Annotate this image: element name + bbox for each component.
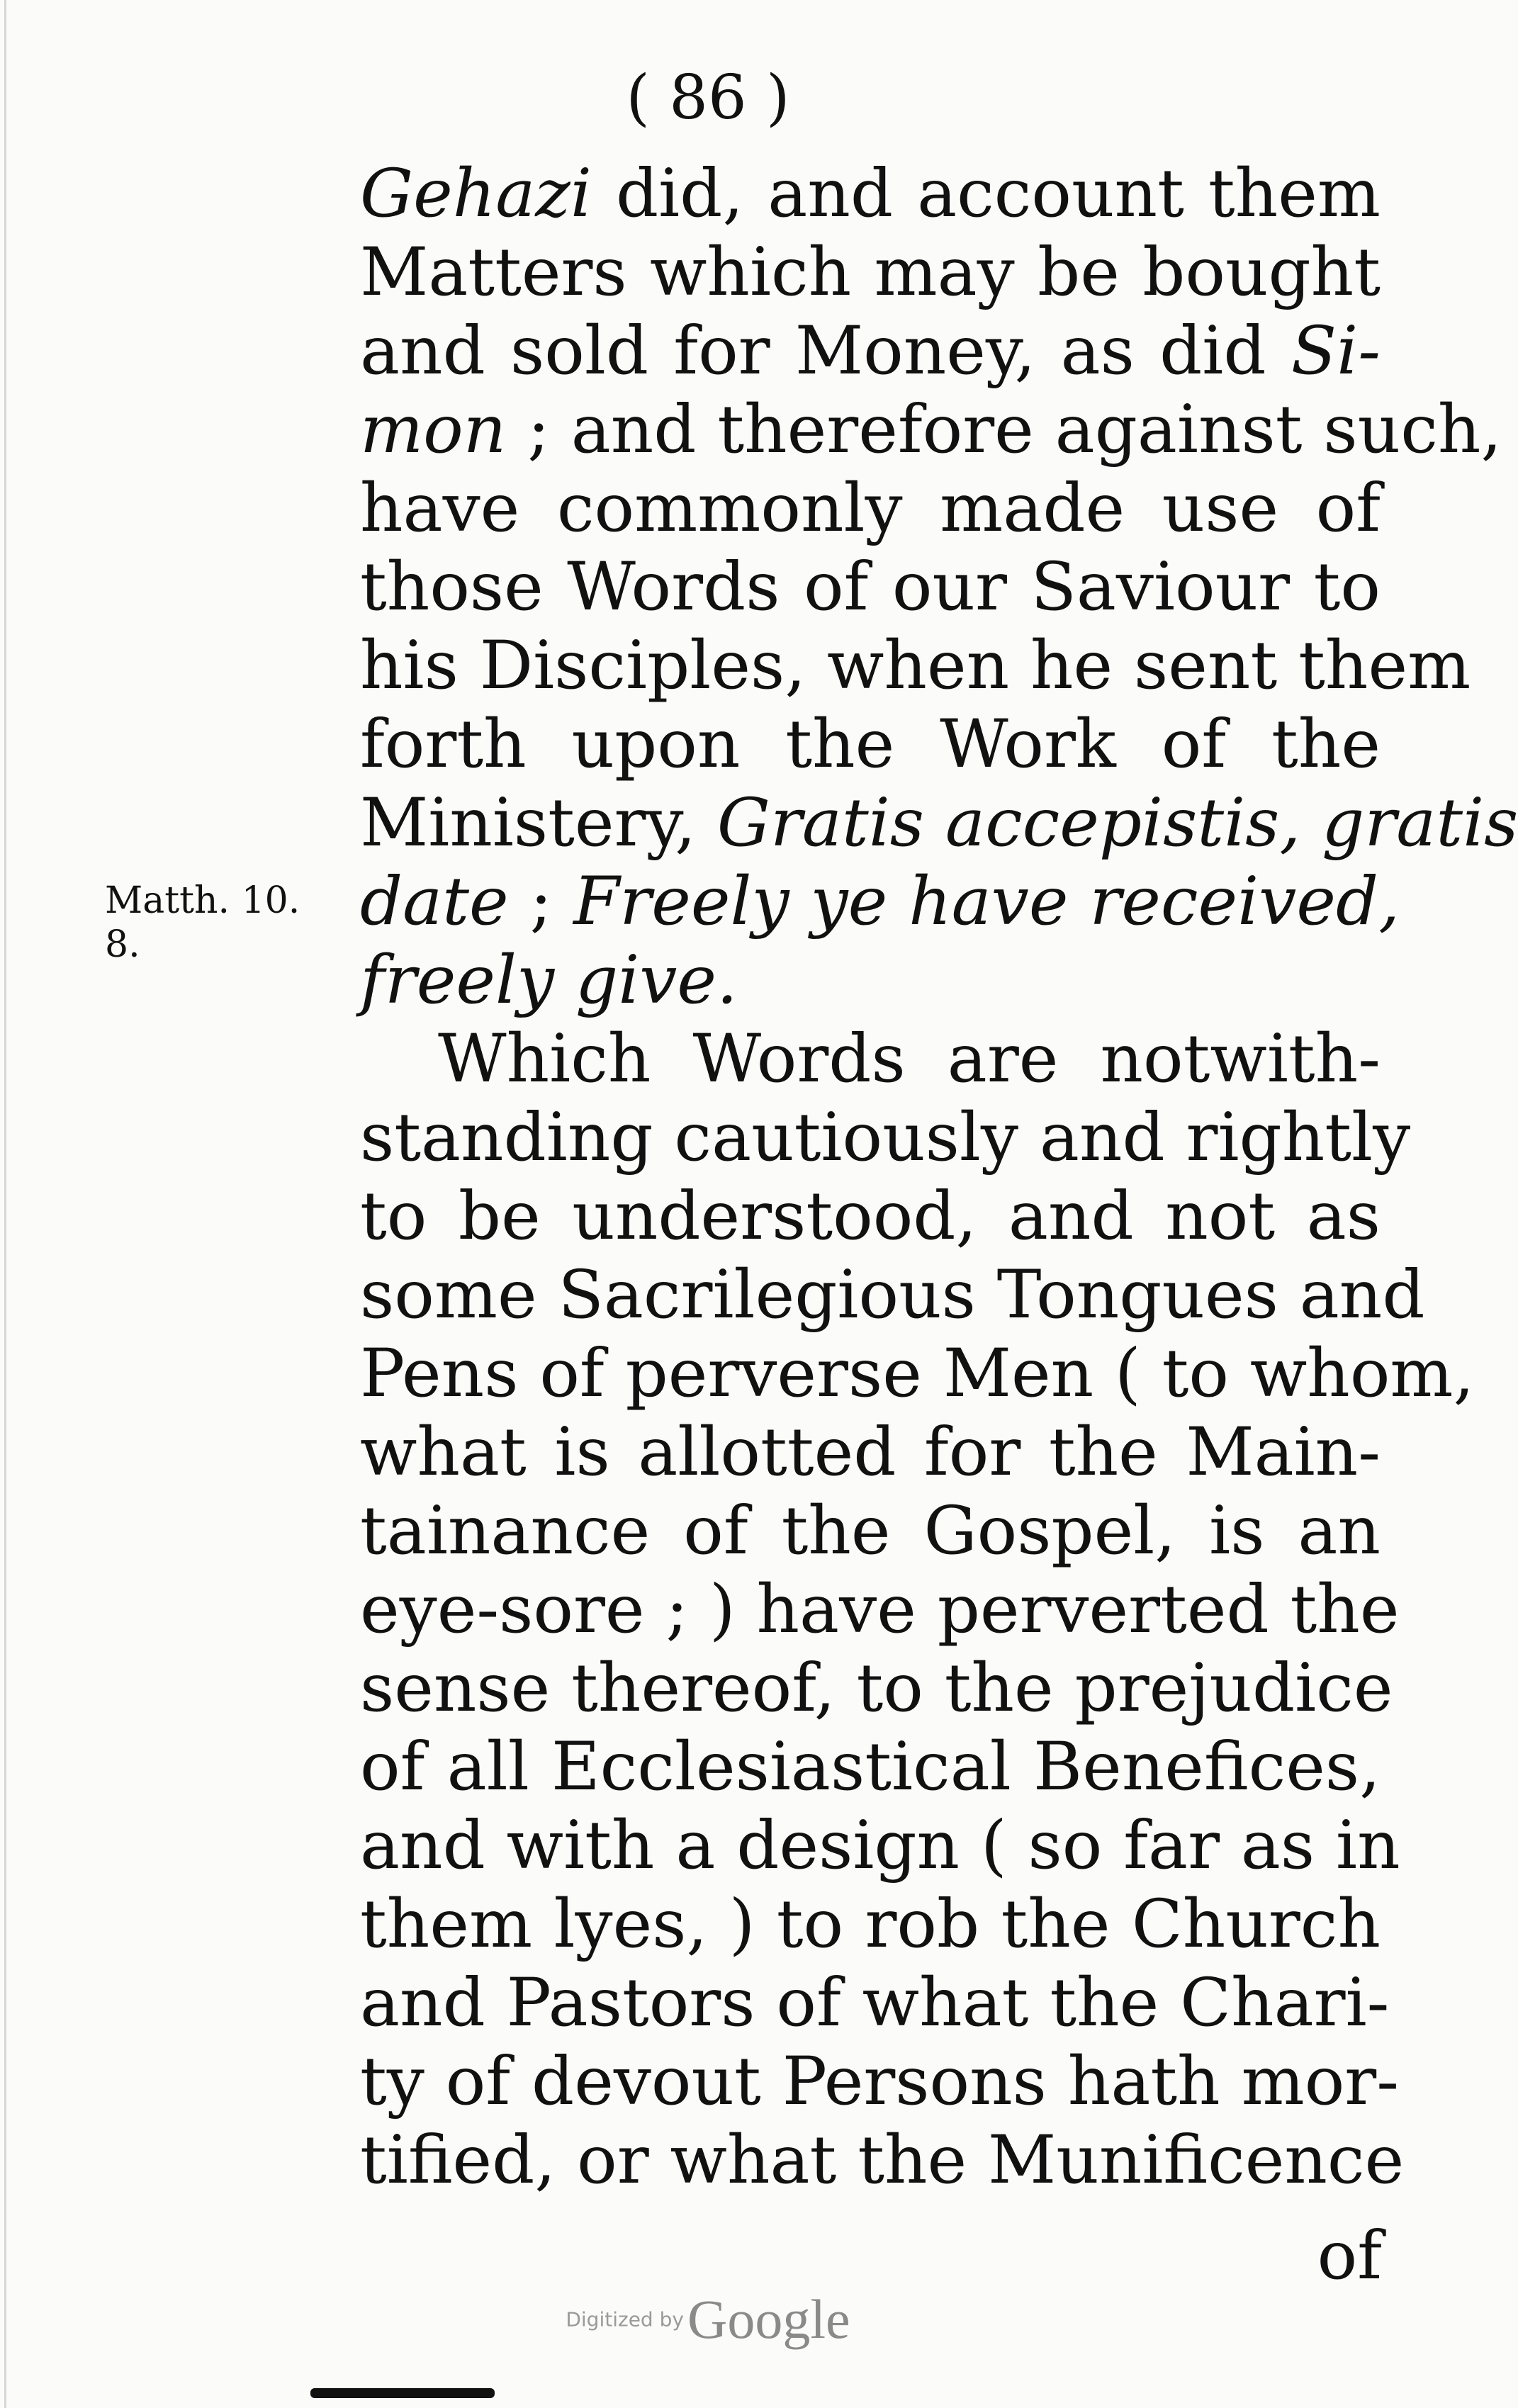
text-line — [360, 862, 1400, 941]
text-line — [360, 705, 1381, 784]
text-run: eye-sore ; ) have perverted the — [360, 1571, 1400, 1648]
text-run: to be understood, and not as — [360, 1178, 1381, 1255]
italic-text: Gehazi — [360, 155, 592, 232]
page-number: ( 86 ) — [626, 62, 790, 133]
text-run: ; — [508, 863, 574, 940]
text-run: standing cautiously and rightly — [360, 1099, 1411, 1176]
text-run: Matters which may be bought — [360, 234, 1381, 311]
text-line — [360, 1256, 1425, 1334]
text-line — [360, 1728, 1381, 1806]
italic-text: freely give. — [360, 942, 738, 1019]
text-run: what is allotted for the Main- — [360, 1414, 1381, 1491]
text-line — [360, 469, 1381, 548]
text-line — [360, 1098, 1411, 1177]
text-line — [360, 1177, 1381, 1256]
text-line — [360, 941, 1381, 1020]
text-run: sense thereof, to the prejudice — [360, 1650, 1393, 1727]
text-run: Which Words are notwith- — [438, 1020, 1381, 1098]
text-run: did, and account them — [591, 155, 1381, 232]
margin-note-verse: 8. — [105, 923, 140, 966]
text-run: and sold for Money, as did — [360, 313, 1291, 390]
italic-text: Gratis accepistis, gratis — [716, 784, 1518, 862]
catchword: of — [1317, 2217, 1382, 2295]
text-line — [360, 1492, 1381, 1570]
text-line — [360, 1334, 1475, 1413]
text-line — [360, 390, 1502, 469]
text-run: forth upon the Work of the — [360, 706, 1381, 783]
paragraph-2 — [360, 1020, 1475, 2200]
text-run: them lyes, ) to rob the Church — [360, 1886, 1381, 1963]
text-run: his Disciples, when he sent them — [360, 627, 1471, 704]
paragraph-1 — [360, 154, 1518, 1020]
text-line — [360, 2121, 1405, 2200]
text-line — [360, 1570, 1400, 1649]
digitized-watermark — [0, 2288, 1416, 2351]
text-run: those Words of our Saviour to — [360, 548, 1381, 626]
scan-edge-mark — [310, 2388, 495, 2398]
google-logo-text: Google — [687, 2288, 850, 2350]
page-edge — [4, 0, 6, 2408]
text-run: tainance of the Gospel, is an — [360, 1492, 1381, 1570]
text-line — [360, 1649, 1393, 1728]
text-line — [360, 1413, 1381, 1492]
italic-text: Si- — [1291, 313, 1381, 390]
text-line — [360, 154, 1381, 233]
italic-text: Freely ye have received, — [573, 863, 1400, 940]
text-line — [360, 233, 1381, 312]
text-line — [360, 1020, 1381, 1098]
text-line — [360, 2042, 1399, 2121]
text-run: have commonly made use of — [360, 470, 1381, 547]
body-text — [360, 154, 1518, 2200]
text-line — [360, 1806, 1400, 1885]
text-run: Ministery, — [360, 784, 717, 862]
text-run: ty of devout Persons hath mor- — [360, 2043, 1399, 2120]
text-line — [360, 1885, 1381, 1964]
text-run: and with a design ( so far as in — [360, 1807, 1400, 1884]
text-run: of all Ecclesiastical Benefices, — [360, 1728, 1381, 1806]
text-line — [360, 626, 1471, 705]
text-run: Pens of perverse Men ( to whom, — [360, 1335, 1475, 1412]
italic-text: mon — [360, 391, 507, 468]
digitized-prefix: Digitized by — [566, 2307, 684, 2331]
text-line — [360, 548, 1381, 626]
margin-note — [105, 879, 300, 967]
margin-note-reference: Matth. 10. — [105, 879, 300, 922]
text-line — [360, 1964, 1390, 2042]
text-line — [360, 312, 1381, 390]
text-run: and Pastors of what the Chari- — [360, 1964, 1390, 2042]
text-line — [360, 784, 1518, 862]
text-run: tified, or what the Munificence — [360, 2122, 1405, 2199]
text-run: ; and therefore against such, — [506, 391, 1502, 468]
text-run: some Sacrilegious Tongues and — [360, 1256, 1425, 1334]
italic-text: date — [360, 863, 509, 940]
